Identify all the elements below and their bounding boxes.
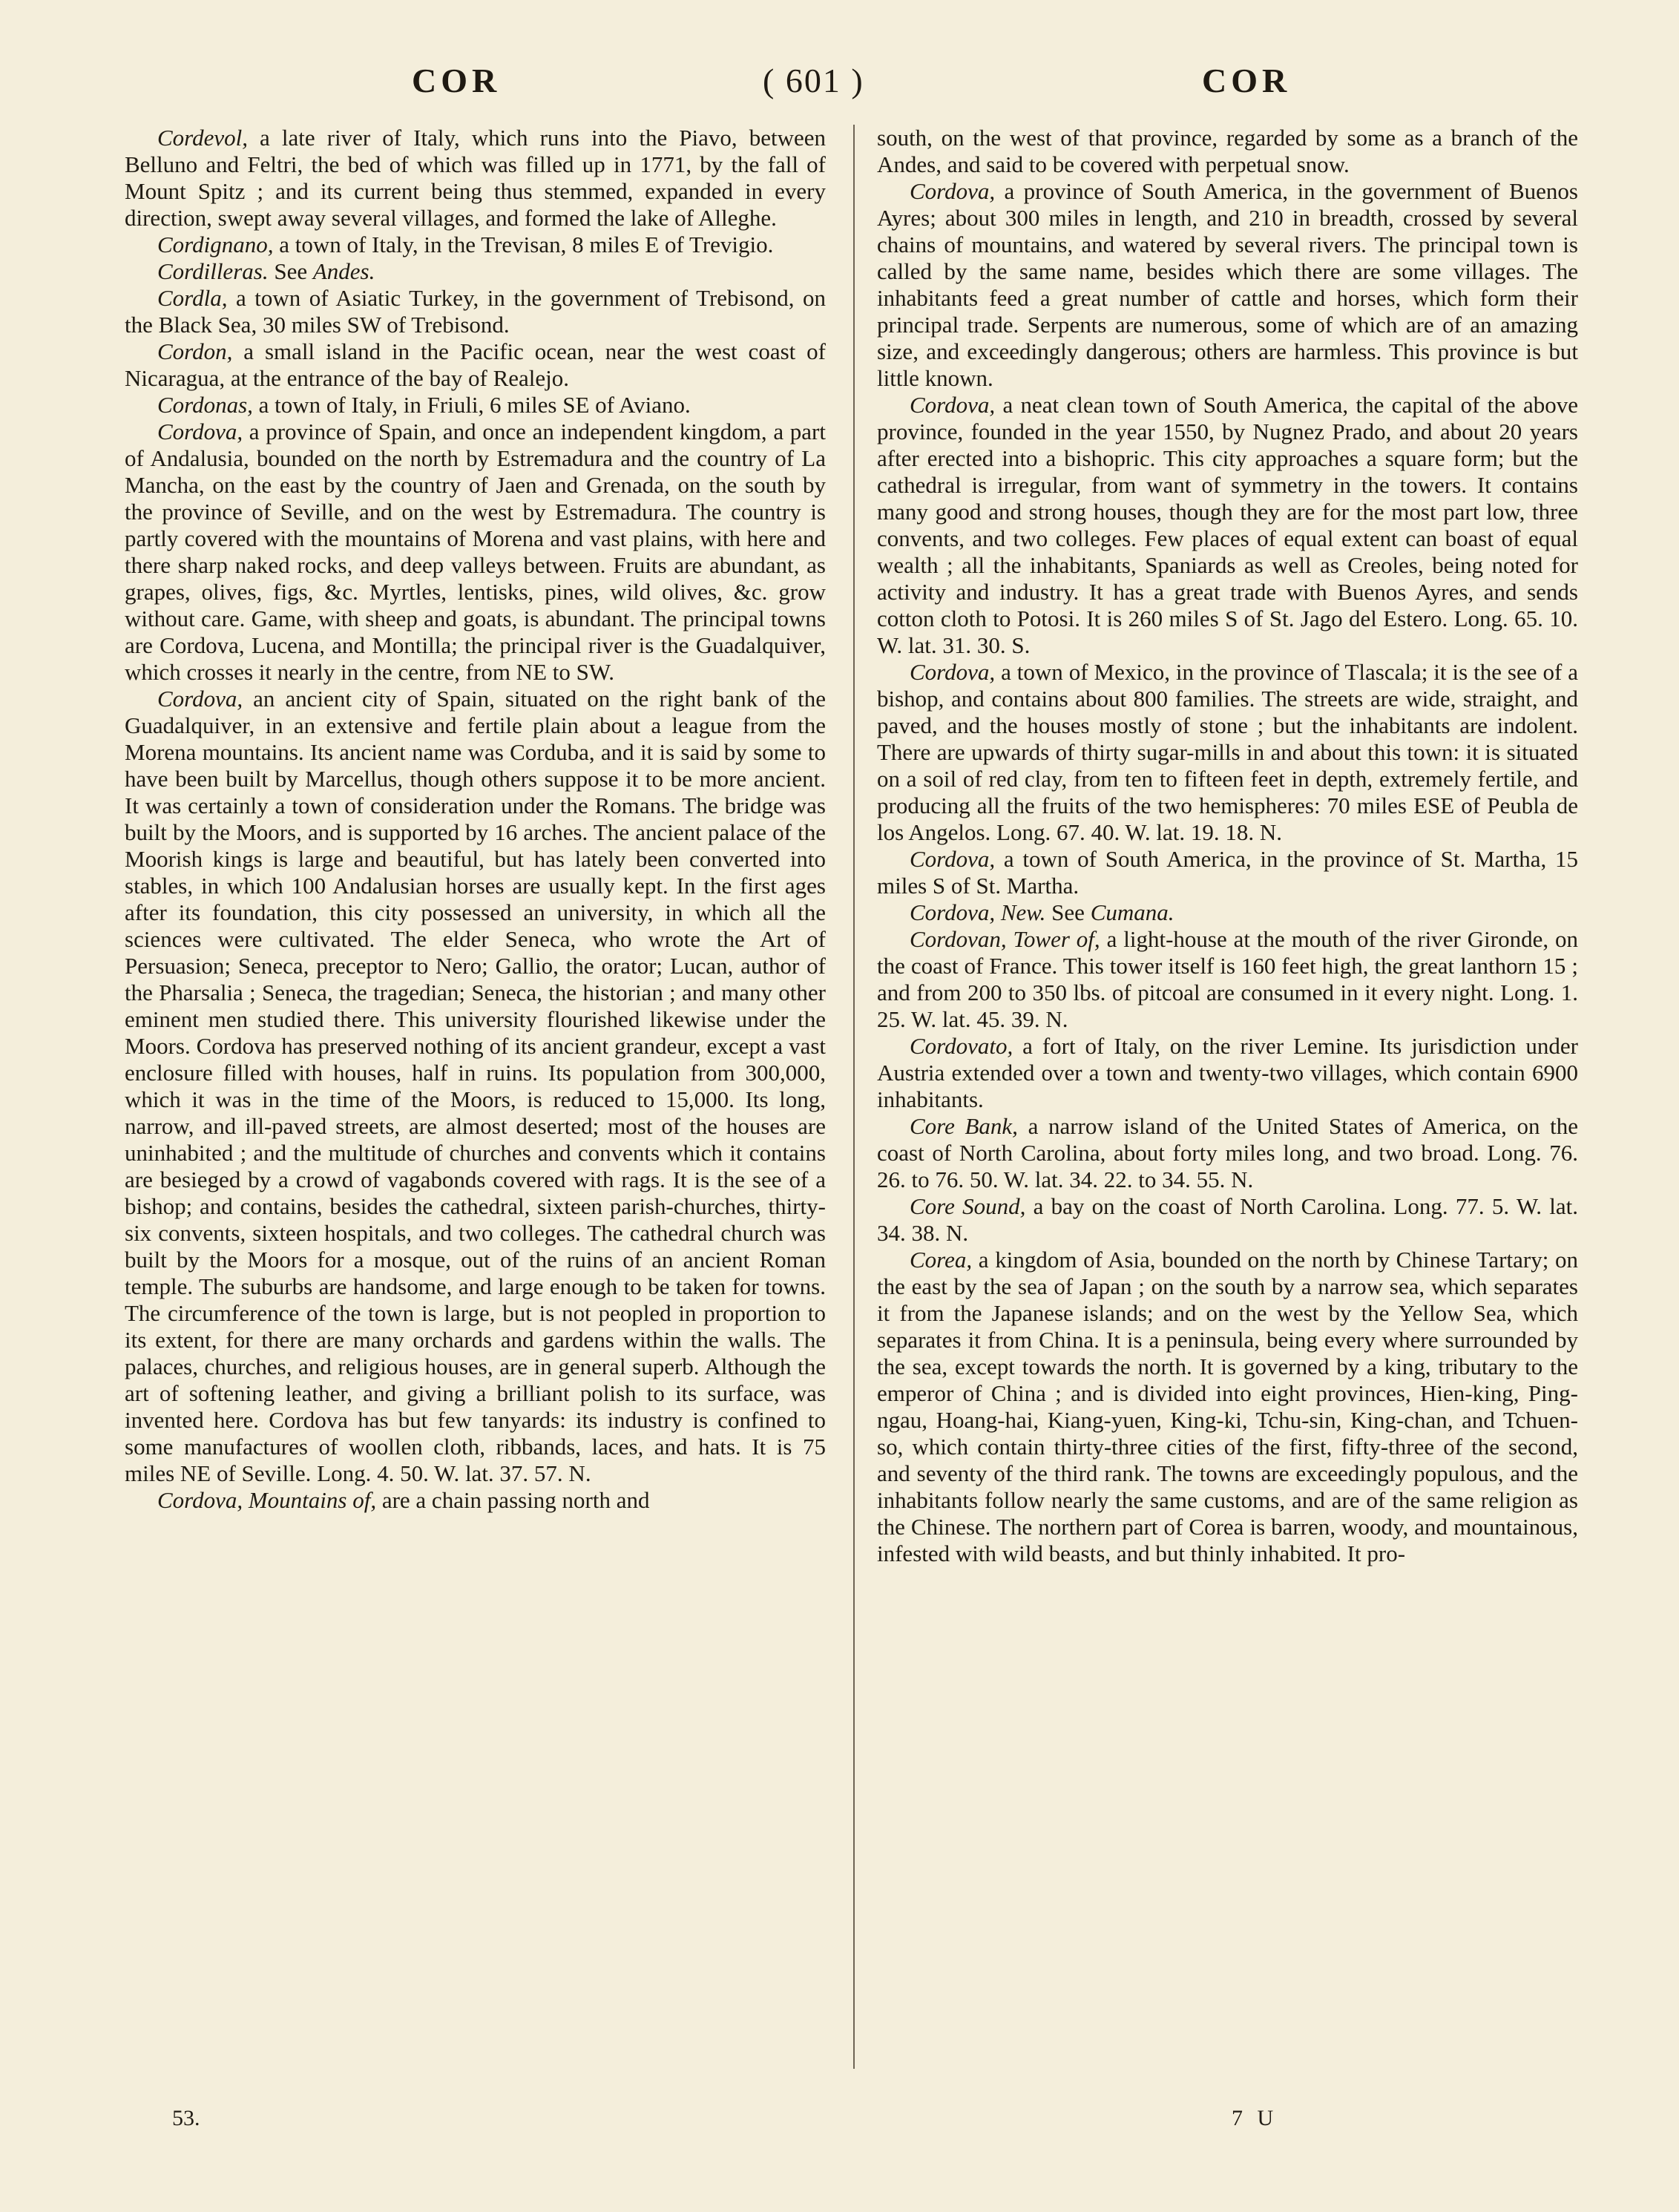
gazetteer-entry — [125, 338, 826, 392]
entry-text: a narrow island of the United States of America, on the coast of North Carolina, about forty miles long, and two broad. Long. 76. 26. to 76. 50. W. lat. 34. 22. to 34. 55. N. — [877, 1113, 1579, 1192]
entry-headword: Cordilleras. — [157, 258, 269, 284]
gazetteer-entry — [877, 392, 1578, 659]
entry-cross-reference: Cumana. — [1090, 899, 1174, 925]
entry-headword: Cordova, New. — [910, 899, 1046, 925]
entry-headword: Cordova, — [910, 846, 996, 872]
entry-headword: Core Bank, — [910, 1113, 1018, 1139]
entry-headword: Cordova, — [910, 659, 996, 685]
entry-text: a province of South America, in the government of Buenos Ayres; about 300 miles in length, and 210 in breadth, crossed by several chains of mountains, and watered by several rivers. The principal town is called by the same name, besides which there are some villages. The inhabitants feed a great number of cattle and horses, which form their principal trade. Serpents are numerous, some of which are of an amazing size, and exceedingly dangerous; others are harmless. This province is but little known. — [877, 178, 1578, 391]
entry-headword: Cordon, — [157, 338, 233, 364]
entry-headword: Cordovato, — [910, 1033, 1013, 1059]
entry-headword: Cordova, — [910, 178, 996, 204]
page-number: ( 601 ) — [763, 62, 864, 99]
entry-headword: Cordovan, Tower of, — [910, 926, 1100, 952]
gazetteer-entry — [125, 392, 826, 419]
gazetteer-entry — [877, 1113, 1578, 1193]
entry-text: a fort of Italy, on the river Lemine. Its jurisdiction under Austria extended over a town and twenty-two villages, which contain 6900 inhabitants. — [877, 1033, 1578, 1112]
gazetteer-entry — [125, 258, 826, 285]
entry-text: a kingdom of Asia, bounded on the north by Chinese Tartary; on the east by the sea of Japan ; on the south by a narrow sea, which separates it from the Japanese islands; and on the west by the Yellow Sea, which separates it from China. It is a peninsula, being every where surrounded by the sea, except towards the north. It is governed by a king, tributary to the emperor of China ; and is divided into eight provinces, Hien-king, Ping-ngau, Hoang-hai, Kiang-yuen, King-ki, Tchu-sin, King-chan, and Tchuen-so, which contain thirty-three cities of the first, fifty-three of the second, and seventy of the third rank. The towns are exceedingly populous, and the inhabitants follow nearly the same customs, and are of the same religion as the Chinese. The northern part of Corea is barren, woody, and mountainous, infested with wild beasts, and but thinly inhabited. It pro- — [877, 1247, 1578, 1566]
gazetteer-entry — [877, 926, 1578, 1033]
right-column — [877, 125, 1578, 1567]
entry-text: a neat clean town of South America, the capital of the above province, founded in the year 1550, by Nugnez Prado, and about 20 years after erected into a bishopric. This city approaches a square form; but the cathedral is irregular, from want of symmetry in the towers. It contains many good and strong houses, though they are for the most part low, three convents, and two colleges. Few places of equal extent can boast of equal wealth ; all the inhabitants, Spaniards as well as Creoles, being noted for activity and industry. It has a great trade with Buenos Ayres, and sends cotton cloth to Potosi. It is 260 miles S of St. Jago del Estero. Long. 65. 10. W. lat. 31. 30. S. — [877, 392, 1578, 658]
entry-text: a light-house at the mouth of the river Gironde, on the coast of France. This tower itself is 160 feet high, the great lanthorn 15 ; and from 200 to 350 lbs. of pitcoal are consumed in it every night. Long. 1. 25. W. lat. 45. 39. N. — [877, 926, 1578, 1032]
gazetteer-entry — [877, 125, 1578, 178]
column-divider — [853, 125, 855, 2069]
entry-text: a province of Spain, and once an independent kingdom, a part of Andalusia, bounded on the north by Estremadura and the country of La Mancha, on the east by the country of Jaen and Grenada, on the south by the province of Seville, and on the west by Estremadura. The country is partly covered with the mountains of Morena and vast plains, with here and there sharp naked rocks, and deep valleys between. Fruits are abundant, as grapes, olives, figs, &c. Myrtles, lentisks, pines, wild olives, &c. grow without care. Game, with sheep and goats, is abundant. The principal towns are Cordova, Lucena, and Montilla; the principal river is the Guadalquiver, which crosses it nearly in the centre, from NE to SW. — [125, 419, 826, 685]
gazetteer-entry — [125, 1487, 826, 1514]
entry-text: a town of South America, in the province of St. Martha, 15 miles S of St. Martha. — [877, 846, 1578, 899]
entry-headword: Cordova, — [910, 392, 996, 418]
gazetteer-entry — [125, 686, 826, 1487]
entry-text: a late river of Italy, which runs into the Piavo, between Belluno and Feltri, the bed of which was filled up in 1771, by the fall of Mount Spitz ; and its current being thus stemmed, expanded in every direction, swept away several villages, and formed the lake of Alleghe. — [125, 125, 826, 231]
gazetteer-entry — [125, 232, 826, 258]
running-head-left: COR — [412, 62, 502, 99]
entry-headword: Cordonas, — [157, 392, 253, 418]
gazetteer-entry — [877, 659, 1578, 846]
gazetteer-entry — [877, 846, 1578, 899]
gazetteer-entry — [877, 1033, 1578, 1113]
gazetteer-entry — [877, 1247, 1578, 1567]
entry-headword: Cordevol, — [157, 125, 248, 151]
gazetteer-entry — [877, 899, 1578, 926]
entry-headword: Cordignano, — [157, 232, 274, 257]
entry-cross-reference: Andes. — [312, 258, 375, 284]
entry-headword: Cordova, — [157, 419, 243, 444]
entry-text: See — [268, 258, 313, 284]
entry-headword: Cordova, — [157, 686, 243, 712]
entry-text: a bay on the coast of North Carolina. Long. 77. 5. W. lat. 34. 38. N. — [877, 1193, 1578, 1246]
gazetteer-entry — [125, 419, 826, 686]
entry-text: south, on the west of that province, regarded by some as a branch of the Andes, and said to be covered with perpetual snow. — [877, 125, 1578, 177]
gazetteer-entry — [877, 178, 1578, 392]
entry-text: are a chain passing north and — [376, 1487, 650, 1513]
signature-mark-left: 53. — [172, 2106, 200, 2130]
entry-text: a small island in the Pacific ocean, near the west coast of Nicaragua, at the entrance of the bay of Realejo. — [125, 338, 826, 391]
running-head-right: COR — [1202, 62, 1292, 99]
entry-headword: Cordova, Mountains of, — [157, 1487, 377, 1513]
signature-mark-right: 7 U — [1232, 2106, 1278, 2130]
entry-text: an ancient city of Spain, situated on the right bank of the Guadalquiver, in an extensive and fertile plain about a league from the Morena mountains. Its ancient name was Corduba, and it is said by some to have been built by Marcellus, though others suppose it to be more ancient. It was certainly a town of consideration under the Romans. The bridge was built by the Moors, and is supported by 16 arches. The ancient palace of the Moorish kings is large and beautiful, but has lately been converted into stables, in which 100 Andalusian horses are usually kept. In the first ages after its foundation, this city possessed an university, in which all the sciences were cultivated. The elder Seneca, who wrote the Art of Persuasion; Seneca, preceptor to Nero; Gallio, the orator; Lucan, author of the Pharsalia ; Seneca, the tragedian; Seneca, the historian ; and many other eminent men studied there. This university flourished likewise under the Moors. Cordova has preserved nothing of its ancient grandeur, except a vast enclosure filled with houses, half in ruins. Its population from 300,000, which it was in the time of the Moors, is reduced to 15,000. Its long, narrow, and ill-paved streets, are almost deserted; most of the houses are uninhabited ; and the multitude of churches and convents which it contains are besieged by a crowd of vagabonds covered with rags. It is the see of a bishop; and contains, besides the cathedral, sixteen parish-churches, thirty-six convents, sixteen hospitals, and two colleges. The cathedral church was built by the Moors for a mosque, out of the ruins of an ancient Roman temple. The suburbs are handsome, and large enough to be taken for towns. The circumference of the town is large, but is not peopled in proportion to its extent, for there are many orchards and gardens within the walls. The palaces, churches, and religious houses, are in general superb. Although the art of softening leather, and giving a brilliant polish to its surface, was invented here. Cordova has but few tanyards: its industry is confined to some manufactures of woollen cloth, ribbands, laces, and hats. It is 75 miles NE of Seville. Long. 4. 50. W. lat. 37. 57. N. — [125, 686, 826, 1486]
entry-text: a town of Asiatic Turkey, in the government of Trebisond, on the Black Sea, 30 miles SW of Trebisond. — [125, 285, 826, 338]
gazetteer-entry — [125, 125, 826, 232]
entry-text: a town of Mexico, in the province of Tlascala; it is the see of a bishop, and contains about 800 families. The streets are wide, straight, and paved, and the houses mostly of stone ; but the inhabitants are indolent. There are upwards of thirty sugar-mills in and about this town: it is situated on a soil of red clay, from ten to fifteen feet in depth, extremely fertile, and producing all the fruits of the two hemispheres: 70 miles ESE of Peubla de los Angelos. Long. 67. 40. W. lat. 19. 18. N. — [877, 659, 1578, 845]
gazetteer-entry — [877, 1193, 1578, 1247]
entry-headword: Cordla, — [157, 285, 228, 311]
entry-headword: Corea, — [910, 1247, 973, 1273]
entry-text: a town of Italy, in Friuli, 6 miles SE of Aviano. — [252, 392, 691, 418]
gazetteer-entry — [125, 285, 826, 338]
entry-headword: Core Sound, — [910, 1193, 1026, 1219]
left-column — [125, 125, 826, 1514]
running-head — [0, 61, 1679, 105]
entry-text: See — [1045, 899, 1091, 925]
entry-text: a town of Italy, in the Trevisan, 8 miles E of Trevigio. — [273, 232, 774, 257]
